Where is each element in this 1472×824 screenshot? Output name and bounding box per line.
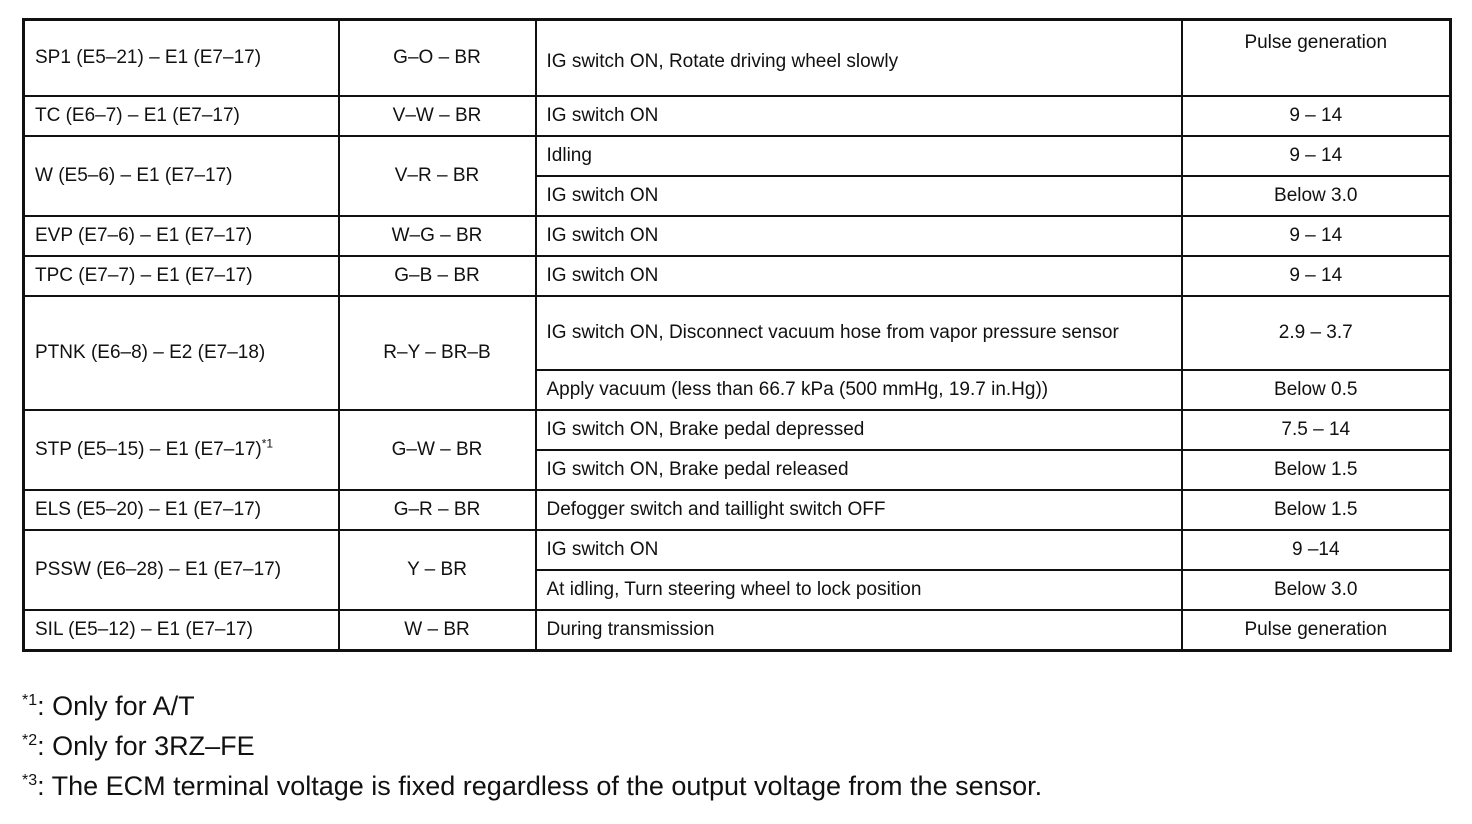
terminals-cell: TPC (E7–7) – E1 (E7–17) — [24, 256, 339, 296]
std-voltage-cell: Below 3.0 — [1182, 176, 1451, 216]
table-row — [24, 296, 1451, 370]
terminals-cell: SP1 (E5–21) – E1 (E7–17) — [24, 20, 339, 97]
terminals-cell — [24, 410, 339, 490]
table-row — [24, 530, 1451, 570]
footnote-mark: *1 — [261, 436, 274, 451]
std-voltage-cell: 7.5 – 14 — [1182, 410, 1451, 450]
std-voltage-cell: 9 – 14 — [1182, 216, 1451, 256]
footnote-text: : The ECM terminal voltage is fixed regardless of the output voltage from the sensor. — [37, 771, 1043, 801]
footnote-mark: *3 — [22, 772, 38, 789]
std-voltage-cell: 9 – 14 — [1182, 96, 1451, 136]
condition-cell: IG switch ON — [536, 256, 1182, 296]
condition-cell: During transmission — [536, 610, 1182, 651]
table-row — [24, 410, 1451, 450]
condition-cell: IG switch ON, Brake pedal released — [536, 450, 1182, 490]
condition-cell: IG switch ON — [536, 96, 1182, 136]
terminals-cell: SIL (E5–12) – E1 (E7–17) — [24, 610, 339, 651]
footnote — [22, 686, 1042, 726]
footnotes — [22, 686, 1042, 806]
std-voltage-cell: Pulse generation — [1182, 610, 1451, 651]
table-row — [24, 610, 1451, 651]
table-row — [24, 136, 1451, 176]
footnote-mark: *2 — [22, 732, 38, 749]
condition-cell: IG switch ON, Disconnect vacuum hose from vapor pressure sensor — [536, 296, 1182, 370]
wiring-color-cell: Y – BR — [339, 530, 536, 610]
ecm-terminal-table — [22, 18, 1452, 652]
footnote — [22, 766, 1042, 806]
std-voltage-cell: Pulse generation — [1182, 20, 1451, 97]
wiring-color-cell: V–W – BR — [339, 96, 536, 136]
wiring-color-cell: G–B – BR — [339, 256, 536, 296]
terminals-cell: ELS (E5–20) – E1 (E7–17) — [24, 490, 339, 530]
footnote-text: : Only for 3RZ–FE — [37, 731, 255, 761]
condition-cell: At idling, Turn steering wheel to lock position — [536, 570, 1182, 610]
wiring-color-cell: G–O – BR — [339, 20, 536, 97]
condition-cell: IG switch ON, Brake pedal depressed — [536, 410, 1182, 450]
terminals-cell: PTNK (E6–8) – E2 (E7–18) — [24, 296, 339, 410]
ecm-terminal-table-sheet — [22, 18, 1452, 652]
footnote — [22, 726, 1042, 766]
std-voltage-cell: 9 – 14 — [1182, 256, 1451, 296]
terminals-text: STP (E5–15) – E1 (E7–17) — [35, 439, 262, 460]
table-row — [24, 256, 1451, 296]
wiring-color-cell: G–W – BR — [339, 410, 536, 490]
condition-cell: Idling — [536, 136, 1182, 176]
condition-cell: IG switch ON — [536, 216, 1182, 256]
wiring-color-cell: W–G – BR — [339, 216, 536, 256]
std-voltage-cell: 2.9 – 3.7 — [1182, 296, 1451, 370]
condition-cell: Apply vacuum (less than 66.7 kPa (500 mmHg, 19.7 in.Hg)) — [536, 370, 1182, 410]
std-voltage-cell: Below 1.5 — [1182, 450, 1451, 490]
terminals-cell: EVP (E7–6) – E1 (E7–17) — [24, 216, 339, 256]
wiring-color-cell: R–Y – BR–B — [339, 296, 536, 410]
wiring-color-cell: G–R – BR — [339, 490, 536, 530]
std-voltage-cell: 9 – 14 — [1182, 136, 1451, 176]
condition-cell: IG switch ON — [536, 530, 1182, 570]
terminals-cell: TC (E6–7) – E1 (E7–17) — [24, 96, 339, 136]
footnote-text: : Only for A/T — [37, 691, 195, 721]
std-voltage-cell: Below 1.5 — [1182, 490, 1451, 530]
table-row — [24, 216, 1451, 256]
terminals-cell: W (E5–6) – E1 (E7–17) — [24, 136, 339, 216]
table-row — [24, 20, 1451, 97]
table-row — [24, 96, 1451, 136]
footnote-mark: *1 — [22, 692, 38, 709]
std-voltage-cell: Below 0.5 — [1182, 370, 1451, 410]
table-row — [24, 490, 1451, 530]
std-voltage-cell: Below 3.0 — [1182, 570, 1451, 610]
condition-cell: IG switch ON — [536, 176, 1182, 216]
condition-cell: Defogger switch and taillight switch OFF — [536, 490, 1182, 530]
wiring-color-cell: W – BR — [339, 610, 536, 651]
condition-cell: IG switch ON, Rotate driving wheel slowly — [536, 20, 1182, 97]
wiring-color-cell: V–R – BR — [339, 136, 536, 216]
terminals-cell: PSSW (E6–28) – E1 (E7–17) — [24, 530, 339, 610]
std-voltage-cell: 9 –14 — [1182, 530, 1451, 570]
